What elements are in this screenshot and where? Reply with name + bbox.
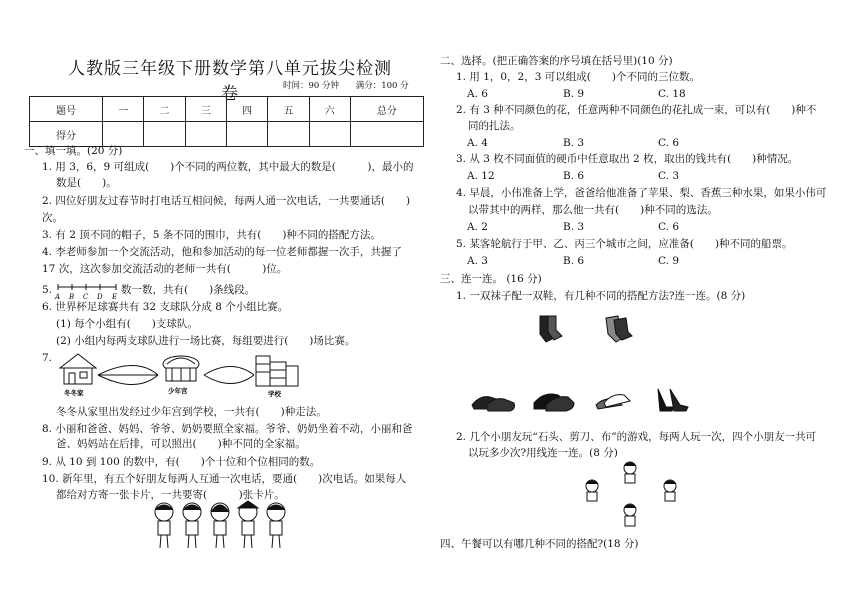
point-label: B <box>69 293 75 301</box>
question-6-part-1: (1) 每个小组有( )支球队。 <box>56 318 198 330</box>
sock-pair-striped-icon <box>606 316 632 342</box>
score-row-label: 得分 <box>30 122 103 147</box>
child-icon <box>183 503 201 548</box>
children-illustration <box>150 500 298 552</box>
page-title: 人教版三年级下册数学第八单元拔尖检测卷 <box>68 59 392 104</box>
child-icon <box>211 503 229 548</box>
link-question-1: 1. 一双袜子配一双鞋，有几种不同的搭配方法?连一连。(8 分) <box>456 290 746 302</box>
score-table-row <box>30 122 424 147</box>
score-header-cell: 六 <box>309 97 350 122</box>
question-7: 冬冬从家里出发经过少年宫到学校，一共有( )种走法。 <box>56 406 327 418</box>
score-header-cell: 二 <box>144 97 185 122</box>
score-cell[interactable] <box>350 122 423 147</box>
question-6-part-2: (2) 小组内每两支球队进行一场比赛，每组要进行( )场比赛。 <box>56 335 356 347</box>
question-5-number: 5. <box>42 284 53 296</box>
question-2-cont: 次。 <box>42 212 63 224</box>
section-3-heading: 三、连一连。 (16 分) <box>440 273 542 285</box>
score-header-cell: 五 <box>268 97 309 122</box>
choice-2-cont: 同的扎法。 <box>468 120 521 132</box>
choice-2-option-c[interactable]: C. 6 <box>658 137 680 149</box>
score-header-cell: 四 <box>226 97 267 122</box>
child-icon <box>624 462 636 483</box>
question-3: 3. 有 2 顶不同的帽子，5 条不同的围巾，共有( )种不同的搭配方法。 <box>42 229 381 241</box>
shoe-loafer-icon <box>534 394 574 411</box>
score-cell[interactable] <box>226 122 267 147</box>
route-label-palace: 少年宫 <box>168 387 188 395</box>
choice-1: 1. 用 1，0，2，3 可以组成( )个不同的三位数。 <box>456 71 700 83</box>
score-table-header <box>30 97 424 122</box>
choice-4: 4. 早晨，小伟准备上学，爸爸给他准备了苹果、梨、香蕉三种水果，如果小伟可 <box>456 187 827 199</box>
choice-4-option-b[interactable]: B. 3 <box>563 221 585 233</box>
line-segment-figure <box>54 281 120 301</box>
youth-palace-icon <box>163 356 199 381</box>
shoes-illustration <box>470 385 700 415</box>
choice-5-option-b[interactable]: B. 6 <box>563 255 585 267</box>
choice-4-option-c[interactable]: C. 6 <box>658 221 680 233</box>
score-header-cell: 题号 <box>30 97 103 122</box>
score-cell[interactable] <box>185 122 226 147</box>
school-icon <box>256 356 298 386</box>
point-label: A <box>55 293 61 301</box>
question-10: 10. 新年里，有五个好朋友每两人互通一次电话，要通( )次电话。如果每人 <box>42 473 407 485</box>
exam-score: 满分：100 分 <box>355 81 409 91</box>
question-6: 6. 世界杯足球赛共有 32 支球队分成 8 个小组比赛。 <box>42 301 289 313</box>
route-label-home: 冬冬家 <box>64 389 84 397</box>
socks-illustration <box>536 314 636 344</box>
choice-4-cont: 以带其中的两样，那么他一共有( )种不同的选法。 <box>468 204 718 216</box>
section-1-heading: 一、填一填。(20 分) <box>24 145 123 157</box>
point-label: E <box>112 293 118 301</box>
question-7-number: 7. <box>42 352 53 364</box>
question-10-cont: 都给对方寄一张卡片，一共要寄( )张卡片。 <box>56 489 285 501</box>
question-1: 1. 用 3，6，9 可组成( )个不同的两位数，其中最大的数是( )，最小的 <box>42 161 414 173</box>
choice-2-option-b[interactable]: B. 3 <box>563 137 585 149</box>
question-8-cont: 爸、妈妈站在后排，可以照出( )种不同的全家福。 <box>56 438 306 450</box>
question-9: 9. 从 10 到 100 的数中，有( )个十位和个位相同的数。 <box>42 456 321 468</box>
choice-5: 5. 某客轮航行于甲、乙、丙三个城市之间，应准备( )种不同的船票。 <box>456 238 793 250</box>
route-figure <box>56 348 302 400</box>
choice-1-option-c[interactable]: C. 18 <box>658 88 686 100</box>
child-icon <box>238 501 258 548</box>
score-cell[interactable] <box>309 122 350 147</box>
link-question-2-cont: 以玩多少次?用线连一连。(8 分) <box>468 447 618 459</box>
score-table <box>29 96 424 147</box>
choice-3-option-a[interactable]: A. 12 <box>467 170 495 182</box>
question-4: 4. 李老师参加一个交流活动，他和参加活动的每一位老师都握一次手，共握了 <box>42 246 402 258</box>
child-icon <box>155 503 173 548</box>
question-1-cont: 数是( )。 <box>56 177 117 189</box>
score-header-cell: 一 <box>103 97 144 122</box>
choice-3-option-c[interactable]: C. 3 <box>658 170 680 182</box>
question-4-cont: 17 次，这次参加交流活动的老师一共有( )位。 <box>42 263 288 275</box>
sock-pair-dark-icon <box>540 316 562 342</box>
exam-time: 时间：90 分钟 <box>283 81 340 91</box>
section-4-heading: 四、午餐可以有哪几种不同的搭配?(18 分) <box>440 538 639 550</box>
choice-5-option-c[interactable]: C. 9 <box>658 255 680 267</box>
score-cell[interactable] <box>268 122 309 147</box>
score-header-cell: 总分 <box>350 97 423 122</box>
link-question-2: 2. 几个小朋友玩“石头、剪刀、布”的游戏，每两人玩一次，四个小朋友一共可 <box>456 431 817 443</box>
child-icon <box>267 503 285 548</box>
question-2: 2. 四位好朋友过春节时打电话互相问候，每两人通一次电话，一共要通话( ) <box>42 195 411 207</box>
house-icon <box>60 354 96 384</box>
point-label: C <box>83 293 89 301</box>
exam-meta <box>283 79 423 91</box>
score-header-cell: 三 <box>185 97 226 122</box>
choice-3: 3. 从 3 枚不同面值的硬币中任意取出 2 枚，取出的钱共有( )种情况。 <box>456 153 799 165</box>
choice-1-option-a[interactable]: A. 6 <box>467 88 488 100</box>
rock-paper-scissors-kids <box>578 460 688 532</box>
score-cell[interactable] <box>103 122 144 147</box>
score-cell[interactable] <box>144 122 185 147</box>
shoe-dress-icon <box>472 397 515 411</box>
choice-4-option-a[interactable]: A. 2 <box>467 221 488 233</box>
point-label: D <box>97 293 103 301</box>
shoe-heel-icon <box>658 389 688 411</box>
child-icon <box>586 480 598 501</box>
choice-5-option-a[interactable]: A. 3 <box>467 255 488 267</box>
choice-2: 2. 有 3 种不同颜色的花，任意两种不同颜色的花扎成一束，可以有( )种不 <box>456 104 817 116</box>
choice-3-option-b[interactable]: B. 6 <box>563 170 585 182</box>
question-5: 数一数，共有( )条线段。 <box>121 284 256 296</box>
question-8: 8. 小丽和爸爸、妈妈、爷爷、奶奶要照全家福。爷爷、奶奶坐着不动，小丽和爸 <box>42 423 413 435</box>
child-icon <box>664 480 676 501</box>
choice-1-option-b[interactable]: B. 9 <box>563 88 585 100</box>
child-icon <box>624 504 636 526</box>
shoe-sandal-icon <box>596 395 630 409</box>
section-2-heading: 二、选择。(把正确答案的序号填在括号里)(10 分) <box>440 55 673 67</box>
choice-2-option-a[interactable]: A. 4 <box>467 137 488 149</box>
route-label-school: 学校 <box>268 390 281 398</box>
